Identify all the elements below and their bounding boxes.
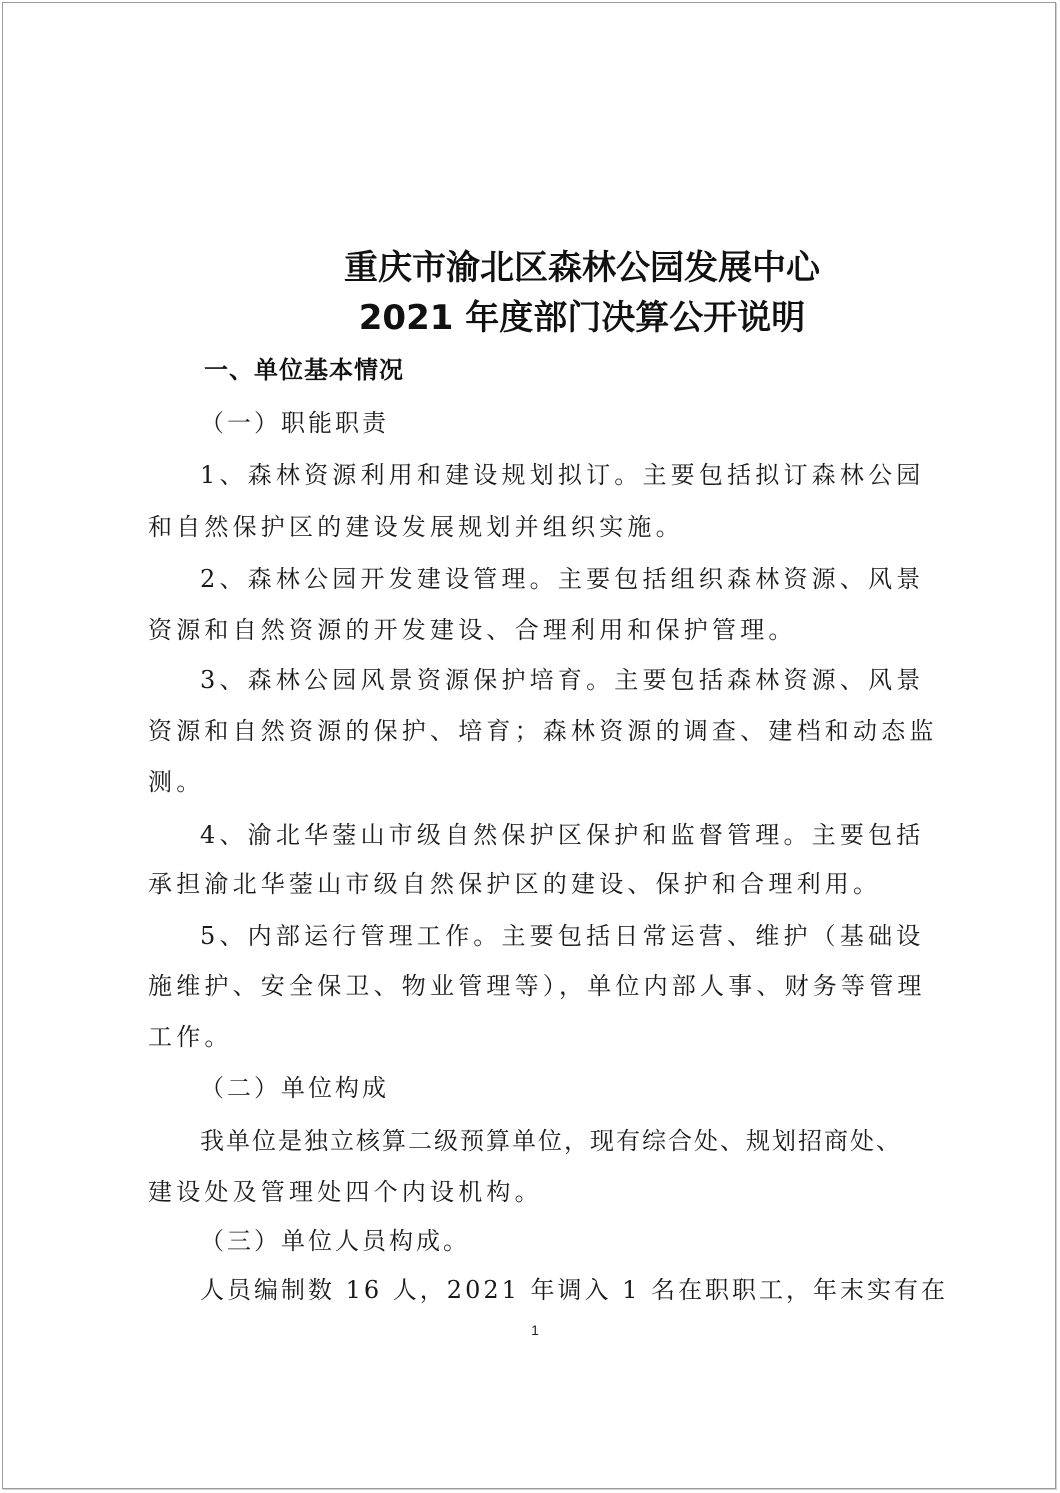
paragraph-line: 我单位是独立核算二级预算单位，现有综合处、规划招商处、 (200, 1127, 902, 1155)
paragraph-line: 3、森林公园风景资源保护培育。主要包括森林资源、风景 (200, 666, 925, 694)
paragraph-line: 承担渝北华蓥山市级自然保护区的建设、保护和合理利用。 (148, 870, 882, 898)
subsection-heading-composition: （二）单位构成 (200, 1074, 389, 1102)
paragraph-line: 测。 (148, 768, 205, 796)
document-title-line-2: 2021 年度部门决算公开说明 (358, 298, 806, 338)
paragraph-line: 资源和自然资源的开发建设、合理利用和保护管理。 (148, 616, 797, 644)
document-title-line-1: 重庆市渝北区森林公园发展中心 (344, 248, 820, 288)
paragraph-line: 施维护、安全保卫、物业管理等），单位内部人事、财务等管理 (148, 972, 926, 1000)
paragraph-line: 工作。 (148, 1023, 233, 1051)
subsection-heading-duties: （一）职能职责 (200, 409, 389, 437)
paragraph-line: 人员编制数 16 人，2021 年调入 1 名在职职工，年末实有在 (200, 1276, 949, 1304)
paragraph-line: 资源和自然资源的保护、培育；森林资源的调查、建档和动态监 (148, 717, 938, 745)
paragraph-line: 1、森林资源利用和建设规划拟订。主要包括拟订森林公园 (200, 461, 925, 489)
paragraph-line: 2、森林公园开发建设管理。主要包括组织森林资源、风景 (200, 565, 925, 593)
page-number: 1 (531, 1322, 539, 1338)
paragraph-line: 和自然保护区的建设发展规划并组织实施。 (148, 513, 684, 541)
paragraph-line: 5、内部运行管理工作。主要包括日常运营、维护（基础设 (200, 922, 925, 950)
section-heading-basic-info: 一、单位基本情况 (204, 356, 404, 384)
subsection-heading-staff: （三）单位人员构成。 (200, 1227, 470, 1255)
paragraph-line: 建设处及管理处四个内设机构。 (148, 1178, 543, 1206)
paragraph-line: 4、渝北华蓥山市级自然保护区保护和监督管理。主要包括 (200, 821, 925, 849)
